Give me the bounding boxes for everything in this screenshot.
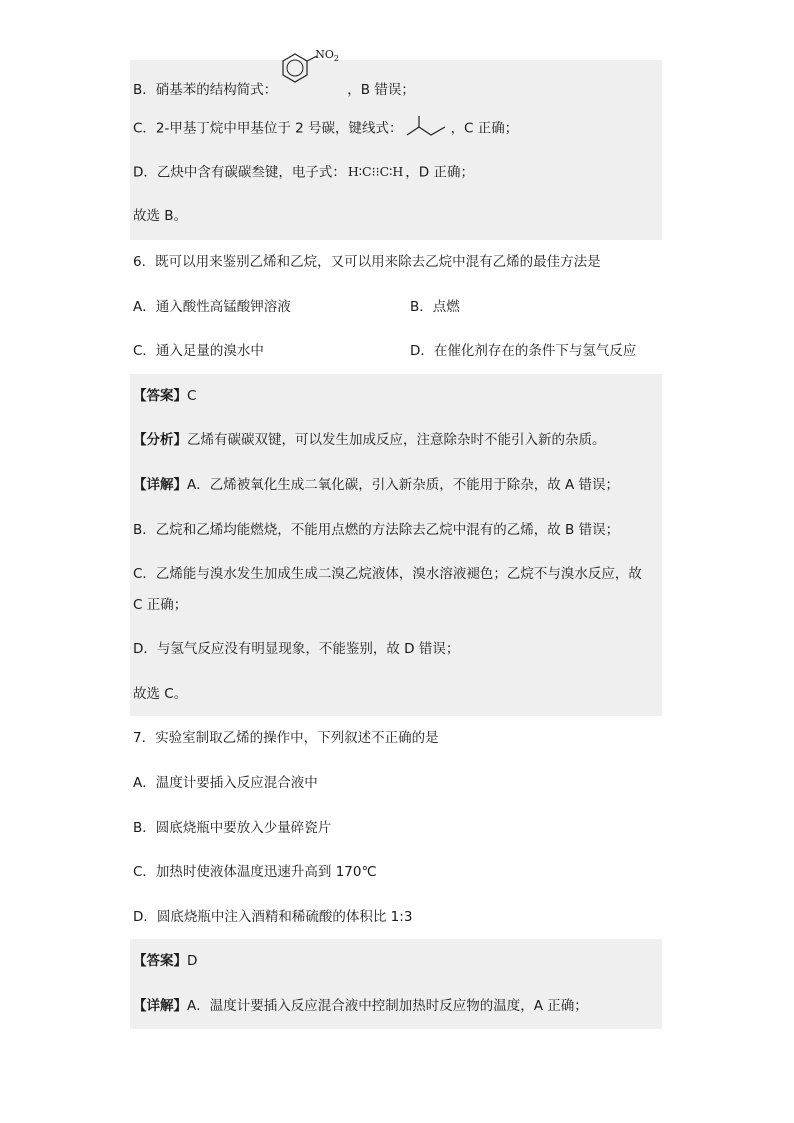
q5-detail-c-text: C．2-甲基丁烷中甲基位于 2 号碳，键线式： <box>133 120 403 137</box>
q6-option-c: C．通入足量的溴水中 <box>133 343 264 360</box>
nitrobenzene-structure <box>279 48 345 96</box>
q5-conclusion: 故选 B。 <box>133 208 188 224</box>
q5-detail-d-verdict: ，D 正确； <box>405 164 474 181</box>
q6-options-row-2 <box>130 329 662 374</box>
q7-option-d: D．圆底烧瓶中注入酒精和稀硫酸的体积比 1:3 <box>133 908 413 925</box>
q6-detail-d: D．与氢气反应没有明显现象，不能鉴别，故 D 错误； <box>133 641 460 658</box>
q7-option-c: C．加热时使液体温度迅速升高到 170℃ <box>133 864 377 881</box>
q6-solution-block <box>130 374 662 717</box>
q6-option-b: B．点燃 <box>410 298 460 315</box>
q7-answer-value: D <box>187 953 198 970</box>
q6-option-a: A．通入酸性高锰酸钾溶液 <box>133 298 291 315</box>
q6-detail-b: B．乙烷和乙烯均能燃烧，不能用点燃的方法除去乙烷中混有的乙烯，故 B 错误； <box>133 521 620 538</box>
nitro-group-label: $NO_2$ <box>315 48 340 64</box>
q6-detail-a-text: A．乙烯被氧化生成二氧化碳，引入新杂质，不能用于除杂，故 A 错误； <box>187 476 620 493</box>
q6-detail-c <box>130 552 662 627</box>
q6-detail-a <box>130 463 662 508</box>
q6-options-row-1 <box>130 285 662 330</box>
q5-detail-c <box>130 106 662 150</box>
q6-analysis-text: 乙烯有碳碳双键，可以发生加成反应，注意除杂时不能引入新的杂质。 <box>187 432 606 449</box>
q5-detail-d-text: D．乙炔中含有碳碳叁键，电子式： <box>133 164 346 181</box>
q6-conclusion: 故选 C。 <box>133 685 188 702</box>
q7-answer <box>130 939 662 984</box>
answer-tag: 【答案】 <box>133 953 187 970</box>
q6-detail-c-line-2: C 正确； <box>133 597 188 614</box>
q7-solution-block <box>130 939 662 1028</box>
q5-detail-b <box>130 48 662 106</box>
detail-tag: 【详解】 <box>133 476 187 493</box>
q6-stem: 6．既可以用来鉴别乙烯和乙烷，又可以用来除去乙烷中混有乙烯的最佳方法是 <box>133 254 601 270</box>
skeletal-formula-2-methylbutane <box>405 106 449 151</box>
skeletal-formula-icon <box>405 115 449 141</box>
q6-answer <box>130 374 662 419</box>
q6-option-d: D．在催化剂存在的条件下与氢气反应 <box>410 343 637 360</box>
q7-detail-a-text: A．温度计要插入反应混合液中控制加热时反应物的温度，A 正确； <box>187 997 588 1014</box>
q6-detail-c-line-1: C．乙烯能与溴水发生加成生成二溴乙烷液体，溴水溶液褪色；乙烷不与溴水反应，故 <box>133 566 642 583</box>
q5-detail-c-verdict: ，C 正确； <box>450 120 519 137</box>
q5-detail-d <box>130 150 662 194</box>
q6-answer-value: C <box>187 387 197 404</box>
q7-detail-a <box>130 984 662 1029</box>
q7-stem: 7．实验室制取乙烯的操作中，下列叙述不正确的是 <box>133 730 439 747</box>
q6-analysis <box>130 418 662 463</box>
q7-option-a: A．温度计要插入反应混合液中 <box>133 774 318 791</box>
q5-detail-b-text: B．硝基苯的结构简式： <box>133 82 278 98</box>
answer-tag: 【答案】 <box>133 387 187 404</box>
q5-detail-b-verdict: ，B 错误； <box>347 82 415 98</box>
acetylene-electron-formula: H∶C⁝⁝C∶H <box>347 164 404 179</box>
document-page <box>130 48 662 1029</box>
q7-option-b: B．圆底烧瓶中要放入少量碎瓷片 <box>133 819 332 836</box>
analysis-tag: 【分析】 <box>133 432 187 449</box>
q5-solution-block <box>130 48 662 240</box>
detail-tag: 【详解】 <box>133 997 187 1014</box>
